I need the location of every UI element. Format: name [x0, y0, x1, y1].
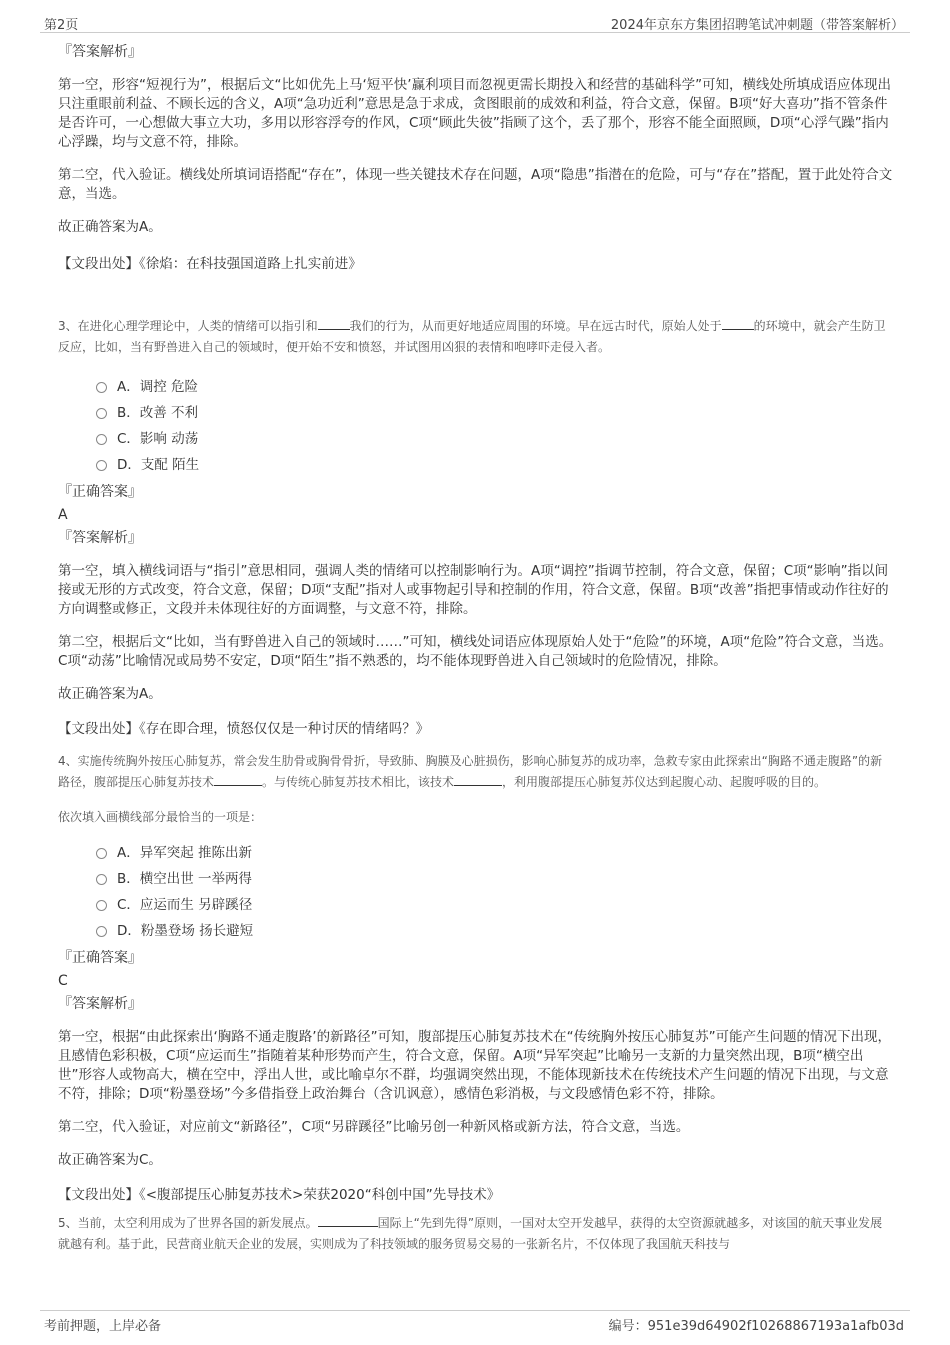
option-a[interactable] [96, 838, 894, 864]
footer-slogan: 考前押题，上岸必备 [44, 1319, 162, 1334]
conclusion: 故正确答案为A。 [58, 219, 162, 235]
document-id: 编号：951e39d64902f10268867193a1afb03d [608, 1319, 904, 1334]
document-body [58, 38, 894, 1255]
source: 【文段出处】《<腹部提压心肺复苏技术>荣获2020“科创中国”先导技术》 [58, 1187, 501, 1203]
question-4-prompt: 依次填入画横线部分最恰当的一项是： [58, 810, 263, 824]
page-header [40, 14, 910, 33]
question-5-part-a: 5、当前，太空利用成为了世界各国的新发展点。 [58, 1216, 318, 1230]
question-3-text [58, 316, 894, 358]
question-3-part-c: 的环境中，就会产生防卫反应，比如，当有野兽进入自己的领域时，便开始不安和愤怒，并试图用凶狠的表情和咆哮吓走侵入者。 [58, 319, 886, 354]
conclusion: 故正确答案为A。 [58, 686, 162, 702]
radio-icon[interactable] [96, 848, 107, 859]
option-d[interactable] [96, 916, 894, 942]
question-4-text [58, 751, 894, 793]
option-c[interactable] [96, 424, 894, 450]
question-3-options [96, 372, 894, 476]
question-5-part-b: 国际上“先到先得”原则，一国对太空开发越早，获得的太空资源就越多，对该国的航天事业发展就越有利。基于此，民营商业航天企业的发展，实则成为了科技领域的服务贸易交易的一张新名片，不仅体现了我国航天科技与 [58, 1216, 883, 1251]
conclusion: 故正确答案为C。 [58, 1152, 162, 1168]
analysis-label: 『答案解析』 [58, 530, 142, 546]
radio-icon[interactable] [96, 460, 107, 471]
radio-icon[interactable] [96, 382, 107, 393]
radio-icon[interactable] [96, 408, 107, 419]
question-4-part-b: 。与传统心肺复苏技术相比，该技术 [262, 775, 455, 789]
question-5-text [58, 1213, 894, 1255]
radio-icon[interactable] [96, 874, 107, 885]
question-3-part-a: 3、在进化心理学理论中，人类的情绪可以指引和 [58, 319, 318, 333]
question-4-part-c: ，利用腹部提压心肺复苏仪达到起腹心动、起腹呼吸的目的。 [502, 775, 827, 789]
analysis-paragraph-1: 第一空，根据“由此探索出‘胸路不通走腹路’的新路径”可知，腹部提压心肺复苏技术在“传统胸外按压心肺复苏”可能产生问题的情况下出现，且感情色彩积极，C项“应运而生”指随着某种形势而产生，符合文意，保留。A项“异军突起”比喻另一支新的力量突然出现，B项“横空出世”形容人或物高大，横在空中，浮出人世，或比喻卓尔不群，均强调突然出现，不能体现新技术在传统技术产生问题的情况下出现，与文意不符，排除；D项“粉墨登场”今多借指登上政治舞台（含讥讽意），感情色彩消极，与文段感情色彩不符，排除。 [58, 1029, 892, 1102]
question-4-options [96, 838, 894, 942]
document-title: 2024年京东方集团招聘笔试冲刺题（带答案解析） [610, 18, 904, 33]
blank [214, 785, 262, 786]
option-a[interactable] [96, 372, 894, 398]
page-footer [40, 1310, 910, 1334]
option-label: B．横空出世 一举两得 [117, 871, 253, 887]
option-d[interactable] [96, 450, 894, 476]
correct-answer-label: 『正确答案』 [58, 484, 142, 500]
question-4-part-a: 4、实施传统胸外按压心肺复苏，常会发生肋骨或胸骨骨折，导致肺、胸膜及心脏损伤，影响心肺复苏的成功率，急救专家由此探索出“胸路不通走腹路”的新路径，腹部提压心肺复苏技术 [58, 754, 883, 789]
source: 【文段出处】《存在即合理，愤怒仅仅是一种讨厌的情绪吗？》 [58, 721, 430, 737]
analysis-paragraph-2: 第二空，代入验证。横线处所填词语搭配“存在”，体现一些关键技术存在问题，A项“隐患”指潜在的危险，可与“存在”搭配，置于此处符合文意，当选。 [58, 167, 893, 202]
radio-icon[interactable] [96, 434, 107, 445]
option-label: D．支配 陌生 [117, 457, 200, 473]
analysis-label: 『答案解析』 [58, 44, 142, 60]
question-3-part-b: 我们的行为，从而更好地适应周围的环境。早在远古时代，原始人处于 [349, 319, 722, 333]
analysis-label: 『答案解析』 [58, 996, 142, 1012]
correct-answer: C [58, 973, 68, 989]
option-label: C．影响 动荡 [117, 431, 199, 447]
option-c[interactable] [96, 890, 894, 916]
option-label: D．粉墨登场 扬长避短 [117, 923, 254, 939]
correct-answer-label: 『正确答案』 [58, 950, 142, 966]
analysis-paragraph-2: 第二空，根据后文“比如，当有野兽进入自己的领域时……”可知，横线处词语应体现原始人处于“危险”的环境，A项“危险”符合文意，当选。C项“动荡”比喻情况或局势不安定，D项“陌生”指不熟悉的，均不能体现野兽进入自己领域时的危险情况，排除。 [58, 634, 893, 669]
option-label: A．调控 危险 [117, 379, 199, 395]
radio-icon[interactable] [96, 926, 107, 937]
option-b[interactable] [96, 864, 894, 890]
blank [318, 329, 350, 330]
option-b[interactable] [96, 398, 894, 424]
radio-icon[interactable] [96, 900, 107, 911]
option-label: C．应运而生 另辟蹊径 [117, 897, 253, 913]
option-label: A．异军突起 推陈出新 [117, 845, 253, 861]
analysis-paragraph-1: 第一空，形容“短视行为”，根据后文“比如优先上马‘短平快’赢利项目而忽视更需长期投入和经营的基础科学”可知，横线处所填成语应体现出只注重眼前利益、不顾长远的含义，A项“急功近利”意思是急于求成，贪图眼前的成效和利益，符合文意，保留。B项“好大喜功”指不管条件是否许可，一心想做大事立大功，多用以形容浮夸的作风，C项“顾此失彼”指顾了这个，丢了那个，形容不能全面照顾，D项“心浮气躁”指内心浮躁，均与文意不符，排除。 [58, 77, 892, 150]
analysis-paragraph-1: 第一空，填入横线词语与“指引”意思相同，强调人类的情绪可以控制影响行为。A项“调控”指调节控制，符合文意，保留；C项“影响”指以间接或无形的方式改变，符合文意，保留；D项“支配”指对人或事物起引导和控制的作用，符合文意，保留。B项“改善”指把事情或动作往好的方向调整或修正，文段并未体现往好的方面调整，与文意不符，排除。 [58, 563, 889, 617]
page-number: 第2页 [44, 18, 79, 33]
analysis-paragraph-2: 第二空，代入验证，对应前文“新路径”，C项“另辟蹊径”比喻另创一种新风格或新方法，符合文意，当选。 [58, 1119, 690, 1135]
blank [454, 785, 502, 786]
blank [722, 329, 754, 330]
blank [318, 1226, 378, 1227]
correct-answer: A [58, 507, 68, 523]
source: 【文段出处】《徐焰：在科技强国道路上扎实前进》 [58, 256, 362, 272]
option-label: B．改善 不利 [117, 405, 199, 421]
